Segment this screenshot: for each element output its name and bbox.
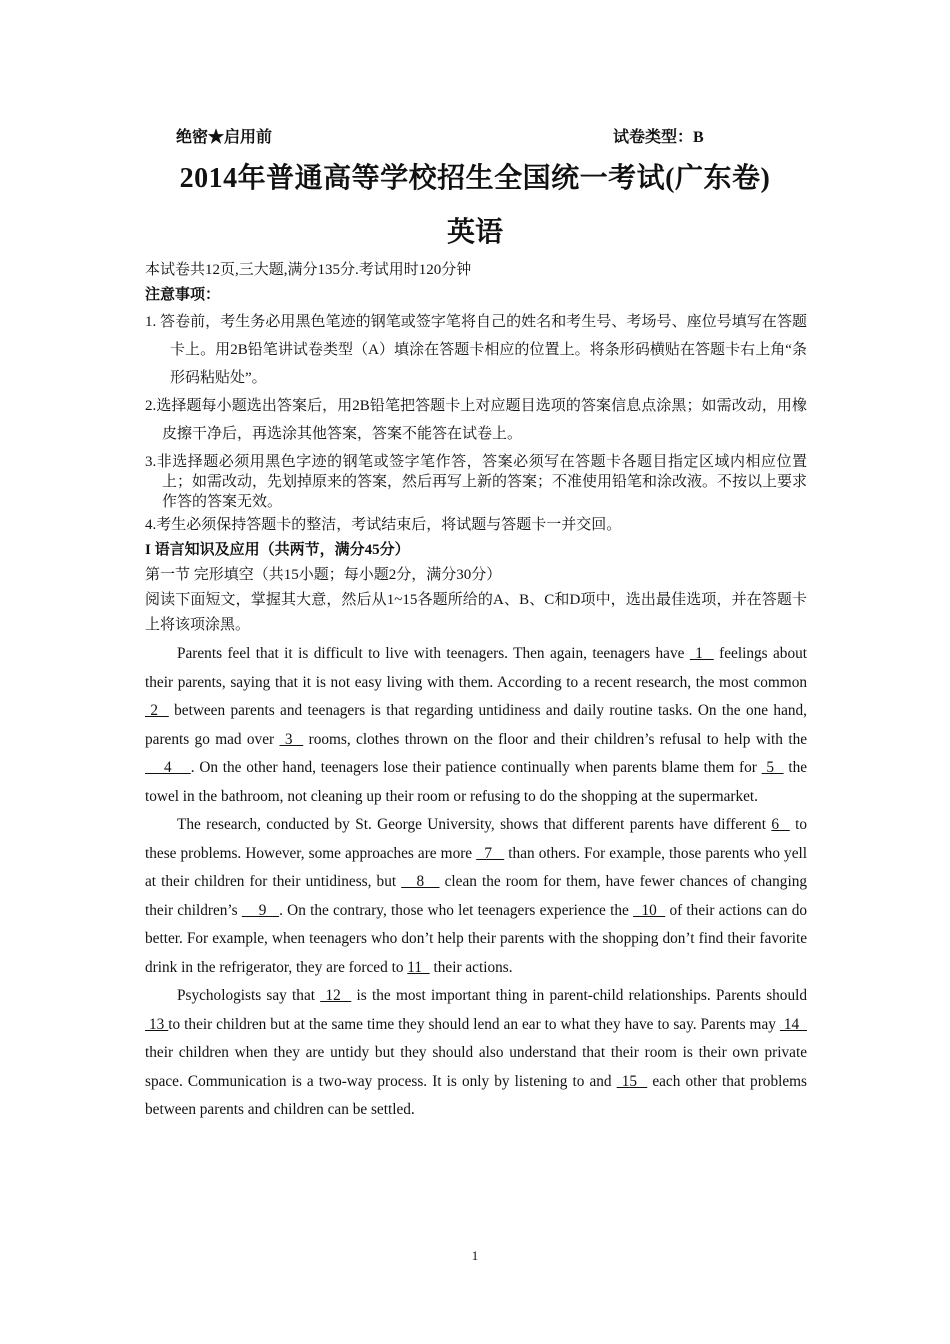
passage-text: between parents and teenagers is that regarding untidiness and daily routine tasks. On the one hand, parents go mad over	[145, 702, 807, 748]
cloze-passage	[145, 640, 807, 1125]
passage-text: Parents feel that it is difficult to live with teenagers. Then again, teenagers have	[177, 645, 690, 662]
blank-3: 3	[279, 730, 304, 748]
blank-15: 15	[616, 1072, 648, 1090]
blank-9: 9	[241, 901, 280, 919]
blank-10: 10	[633, 901, 666, 919]
blank-2: 2	[145, 702, 169, 719]
passage-text: of their actions can do better. For example, when teenagers who don’t help their parents with the shopping don’t find their favorite drink in the refrigerator, they are forced to	[145, 901, 807, 976]
passage-text: clean the room for them, have fewer chances of changing their children’s	[145, 873, 807, 919]
blank-6: 6	[771, 816, 790, 833]
exam-content	[145, 258, 807, 1125]
passage-text: their actions.	[429, 958, 513, 976]
passage-text: to these problems. However, some approaches are more	[145, 816, 808, 862]
note-item-3: 3.非选择题必须用黑色字迹的钢笔或签字笔作答，答案必须写在答题卡各题目指定区域内相应位置上；如需改动，先划掉原来的答案，然后再写上新的答案；不准使用铅笔和涂改液。不按以上要求作答的答案无效。	[145, 454, 808, 510]
notes-heading: 注意事项：	[145, 287, 221, 303]
blank-1: 1	[689, 645, 714, 662]
passage-text: to their children but at the same time they should lend an ear to what they have to say. Parents may	[168, 1015, 780, 1033]
passage-text: each other that problems between parents and children can be settled.	[145, 1072, 807, 1118]
passage-text: is the most important thing in parent-child relationships. Parents should	[351, 987, 807, 1004]
note-item-4: 4.考生必须保持答题卡的整洁，考试结束后，将试题与答题卡一并交回。	[145, 517, 622, 533]
blank-7: 7	[476, 844, 505, 862]
blank-4: 4	[145, 759, 191, 776]
passage-text: feelings about their parents, saying that it is not easy living with them. According to a recent research, the most common	[145, 645, 807, 691]
cloze-instruction: 阅读下面短文，掌握其大意，然后从1~15各题所给的A、B、C和D项中，选出最佳选项，并在答题卡上将该项涂黑。	[145, 592, 807, 633]
page-number: 1	[471, 1248, 479, 1263]
passage-text: rooms, clothes thrown on the floor and their children’s refusal to help with the	[303, 730, 808, 748]
note-item-2: 2.选择题每小题选出答案后，用2B铅笔把答题卡上对应题目选项的答案信息点涂黑；如需改动，用橡皮擦干净后，再选涂其他答案，答案不能答在试卷上。	[145, 398, 807, 442]
blank-5: 5	[761, 759, 784, 776]
section-heading: I 语言知识及应用（共两节，满分45分）	[145, 542, 410, 558]
exam-title: 2014年普通高等学校招生全国统一考试(广东卷)	[179, 163, 771, 194]
passage-paragraph-3	[145, 982, 807, 1125]
passage-text: Psychologists say that	[177, 987, 321, 1004]
passage-paragraph-2	[145, 811, 807, 982]
confidential-label: 绝密★启用前	[176, 129, 273, 146]
passage-text: . On the contrary, those who let teenagers experience the	[279, 901, 633, 919]
blank-12: 12	[320, 987, 352, 1004]
passage-text: the towel in the bathroom, not cleaning up their room or refusing to do the shopping at the supermarket.	[145, 759, 808, 805]
passage-paragraph-1	[145, 640, 807, 811]
exam-intro: 本试卷共12页,三大题,满分135分.考试用时120分钟	[145, 262, 472, 278]
passage-text: than others. For example, those parents who yell at their children for their untidiness, but	[145, 844, 807, 890]
passage-text: The research, conducted by St. George University, shows that different parents have different	[177, 816, 772, 833]
blank-14: 14	[779, 1015, 807, 1033]
blank-11: 11	[407, 958, 430, 976]
passage-text: . On the other hand, teenagers lose their patience continually when parents blame them for	[190, 759, 762, 776]
subject-title: 英语	[446, 217, 503, 248]
blank-13: 13	[145, 1015, 169, 1033]
passage-text: their children when they are untidy but they should also understand that their room is their own private space. Communication is a two-way process. It is only by listening to and	[145, 1044, 807, 1090]
blank-8: 8	[401, 873, 440, 890]
note-item-1: 1. 答卷前，考生务必用黑色笔迹的钢笔或签字笔将自己的姓名和考生号、考场号、座位号填写在答题卡上。用2B铅笔讲试卷类型（A）填涂在答题卡相应的位置上。将条形码横贴在答题卡右上角“条形码粘贴处”。	[145, 314, 807, 386]
part-heading: 第一节 完形填空（共15小题；每小题2分，满分30分）	[145, 567, 502, 583]
paper-type-label: 试卷类型：B	[613, 129, 704, 146]
